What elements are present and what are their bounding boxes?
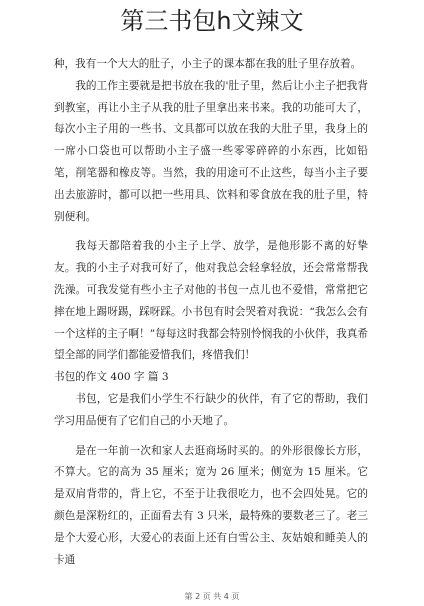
page-footer: 第 2 页 共 4 页 — [184, 592, 240, 601]
paragraph-4: 书包，它是我们小学生不行缺少的伙伴，有了它的帮助，我们学习用品便有了它们自己的小天地了。 — [54, 392, 368, 427]
paragraph-1: 种，我有一个大大的肚子，小主子的课本都在我的肚子里存放着。 — [54, 58, 362, 70]
paragraph-5: 是在一年前一次和家人去逛商场时买的。的外形很像长方形，不算大。它的高为 35 厘米；宽为 26 厘米；侧宽为 15 厘米。它是双肩背带的，背上它，不至于让我很吃力，也不会四处晃。它的颜色是深粉红的，正面看去有 3 只米，最特殊的要数老三了。老三是个大爱心形，大爱心的表面上还有白雪公主、灰姑娘和睡美人的卡通 — [54, 444, 368, 566]
document-body — [54, 54, 368, 571]
document-title: 第三书包h文辣文 — [120, 7, 304, 35]
paragraph-2: 我的工作主要就是把书放在我的'肚子里，然后让小主子把我背到教室，再让小主子从我的肚子里拿出来书来。我的功能可大了，每次小主子用的一些书、文具都可以放在我的大肚子里，我身上的一席小口袋也可以帮助小主子盛一些零零碎碎的小东西，比如铅笔，削笔器和橡皮等。当然，我的用途可不止这些，每当小主子要出去旅游时，都可以把一些用具、饮料和零食放在我的肚子里，特别便利。 — [54, 79, 368, 223]
paragraph-3: 我每天都陪着我的小主子上学、放学，是他形影不离的好挚友。我的小主子对我可好了，他对我总会轻拿轻放，还会常常帮我洗澡。可我发觉有些小主子对他的书包一点儿也不爱惜，常常把它摔在地上踢呀踢，踩呀踩。小书包有时会哭着对我说：“我怎么会有一个这样的主子啊！”每每这时我都会特别怜悯我的小伙伴，我真希望全部的同学们都能爱惜我们，疼惜我们！ — [54, 240, 368, 362]
section-heading: 书包的作文 400 字 篇 3 — [54, 371, 169, 384]
